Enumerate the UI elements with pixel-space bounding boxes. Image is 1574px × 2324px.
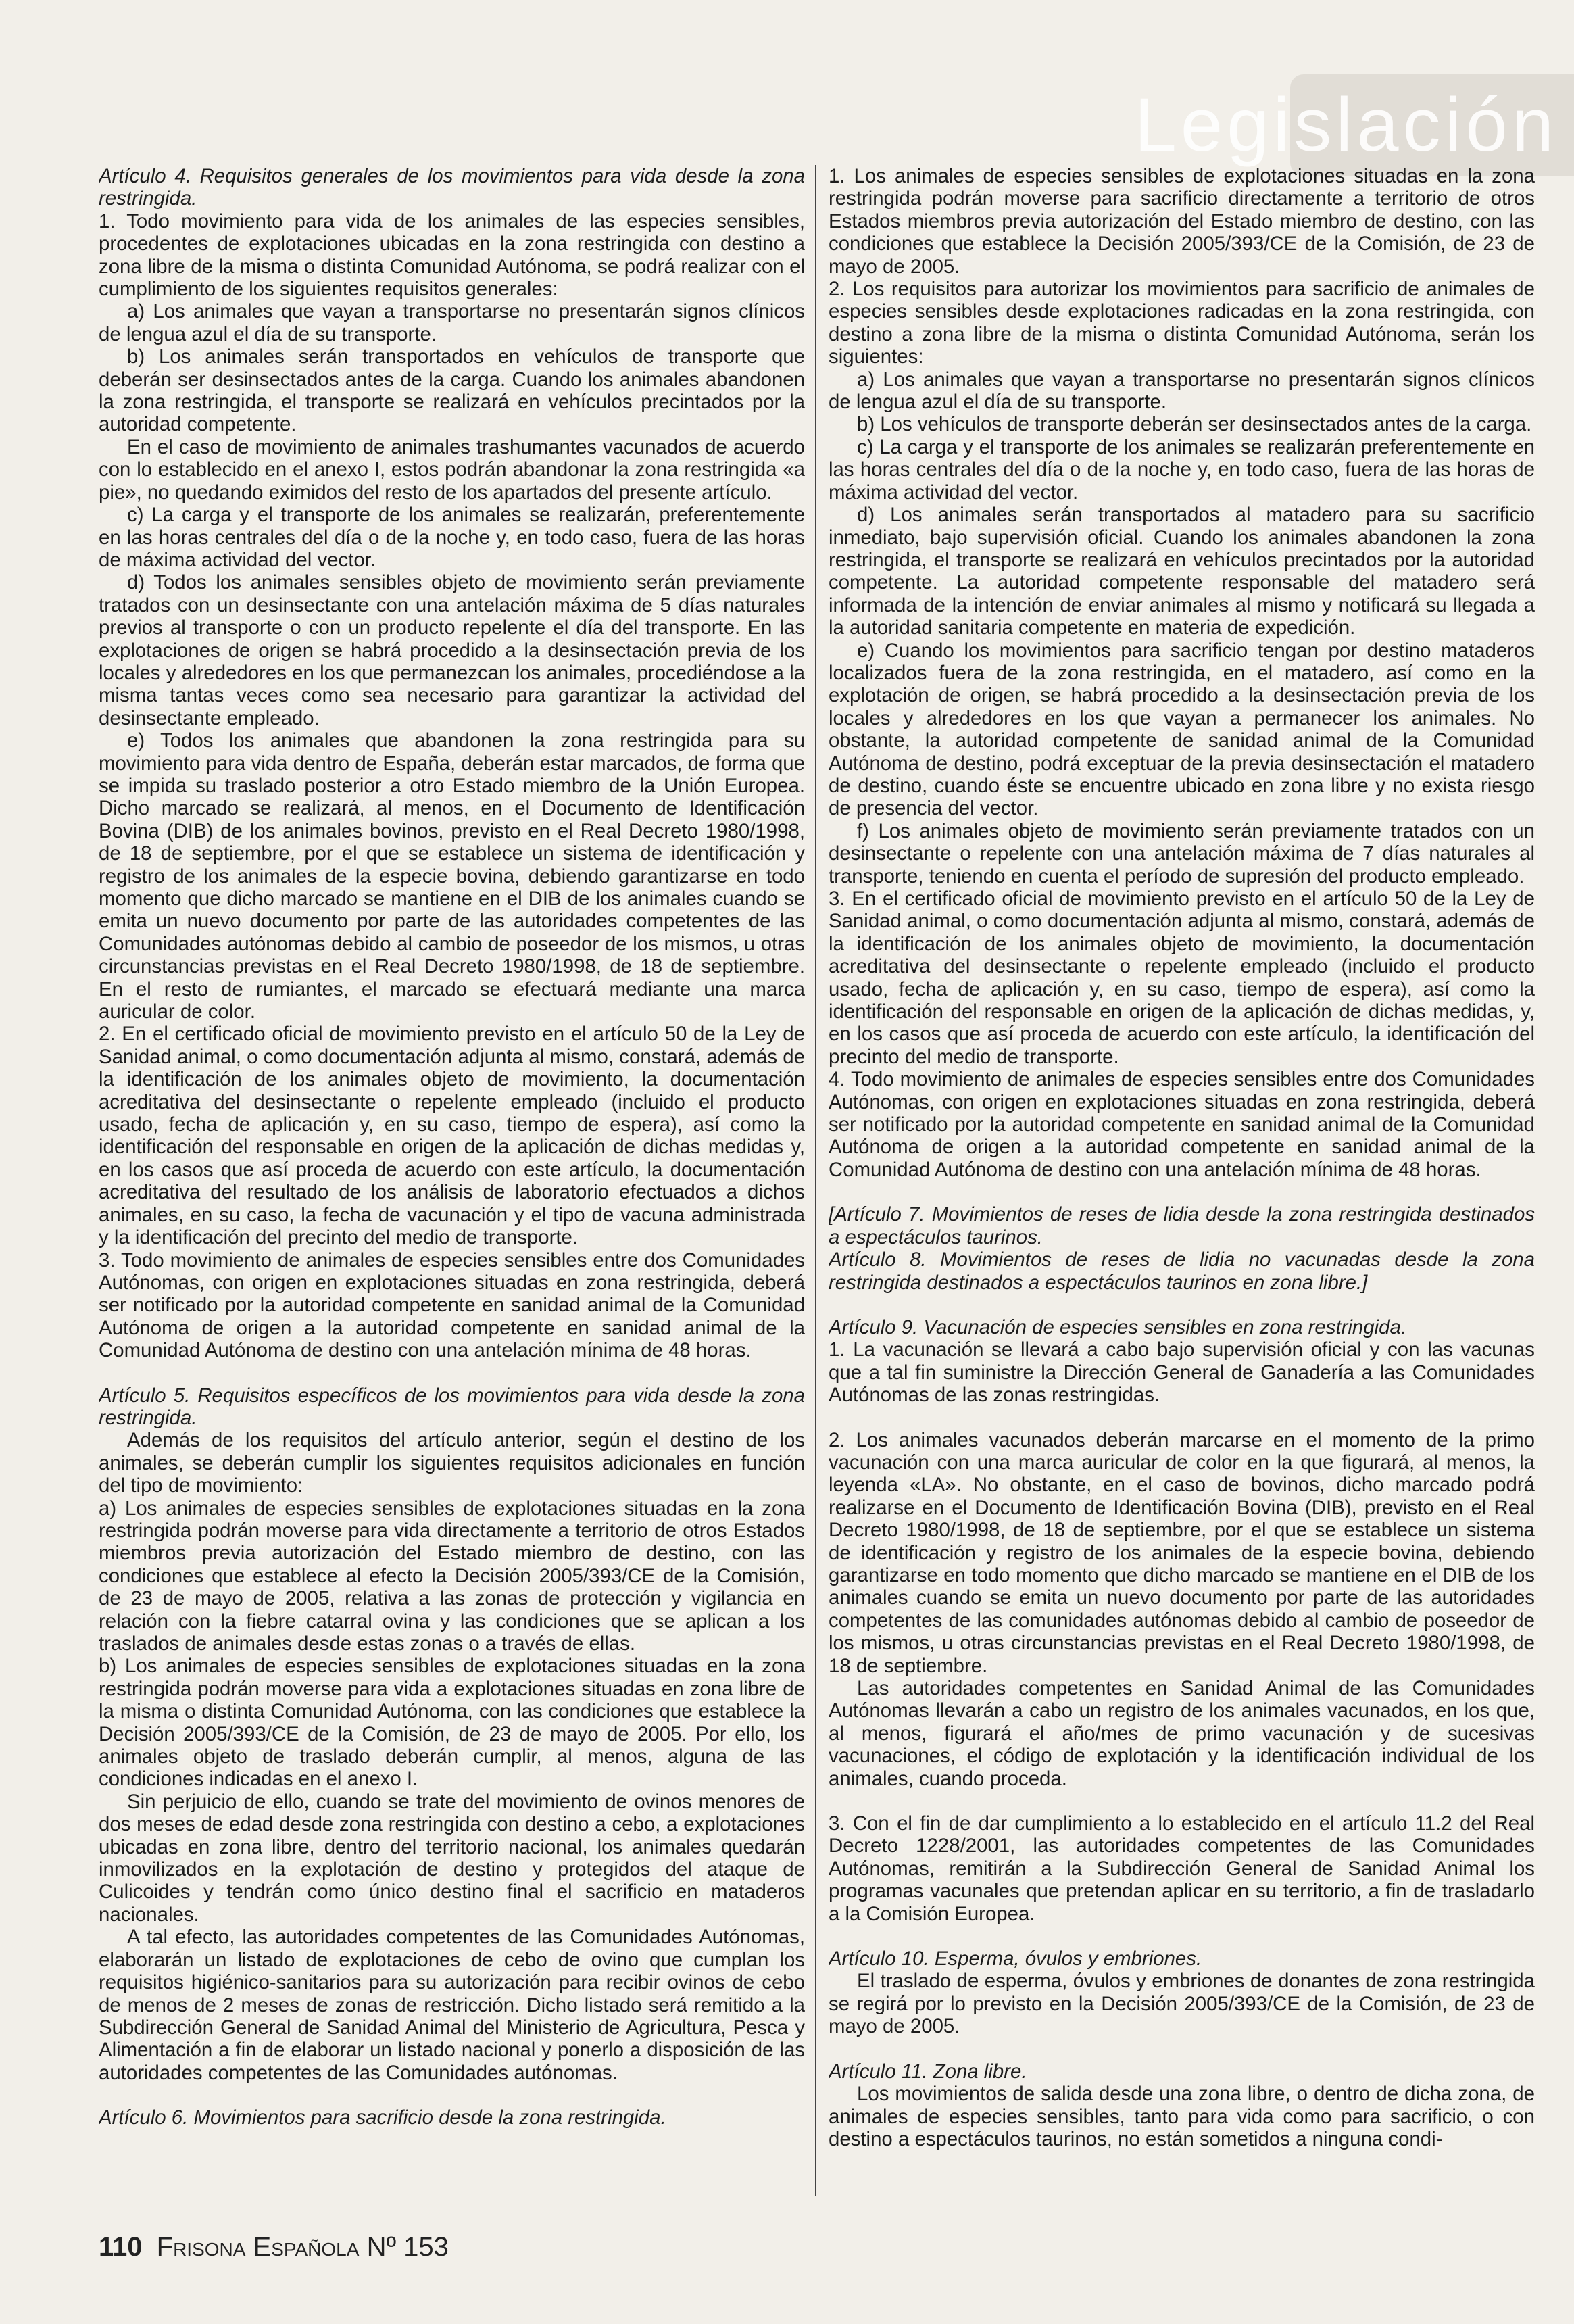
- article-4-paragraph-3: 3. Todo movimiento de animales de especies sensibles entre dos Comunidades Autónomas, con origen en explotaciones situadas en zona restringida, deberá ser notificado por la autoridad competente en sanidad animal de la Comunidad Autónoma de origen a la autoridad competente en sanidad animal de la Comunidad Autónoma de destino con una antelación mínima de 48 horas.: [99, 1249, 805, 1362]
- article-9-paragraph-2: 2. Los animales vacunados deberán marcarse en el momento de la primo vacunación con una marca auricular de color en la que figurará, al menos, la leyenda «LA». No obstante, en el caso de bovinos, dicho marcado podrá realizarse en el Documento de Identificación Bovina (DIB), previsto en el Real Decreto 1980/1998, de 18 de septiembre, por el que se establece un sistema de identificación y registro de los animales de la especie bovina, debiendo garantizarse en todo momento que dicho marcado se mantiene en el DIB de los animales cuando se emita un nuevo documento por parte de las autoridades competentes de las comunidades autónomas debido al cambio de poseedor de los mismos, u otras circunstancias previstas en el Real Decreto 1980/1998, de 18 de septiembre.: [829, 1428, 1535, 1677]
- column-divider: [815, 165, 816, 2196]
- article-5-title: Artículo 5. Requisitos específicos de los movimientos para vida desde la zona restringida.: [99, 1384, 805, 1429]
- article-9-paragraph-3: 3. Con el fin de dar cumplimiento a lo establecido en el artículo 11.2 del Real Decreto 1228/2001, las autoridades competentes de las Comunidades Autónomas, remitirán a la Subdirección General de Sanidad Animal los programas vacunales que pretendan aplicar en su territorio, a fin de trasladarlo a la Comisión Europea.: [829, 1812, 1535, 1925]
- article-4-title: Artículo 4. Requisitos generales de los movimientos para vida desde la zona restringida.: [99, 165, 805, 210]
- article-4-item-b: b) Los animales serán transportados en vehículos de transporte que deberán ser desinsectados antes de la carga. Cuando los animales abandonen la zona restringida, el transporte se realizará en vehículos precintados por la autoridad competente.: [99, 345, 805, 436]
- article-5-paragraph-c: Sin perjuicio de ello, cuando se trate del movimiento de ovinos menores de dos meses de edad desde zona restringida con destino a cebo, a explotaciones ubicadas en zona libre, dentro del territorio nacional, los animales quedarán inmovilizados en la explotación de destino y protegidos del ataque de Culicoides y tendrán como único destino final el sacrificio en mataderos nacionales.: [99, 1790, 805, 1926]
- article-4-item-d: d) Todos los animales sensibles objeto de movimiento serán previamente tratados con un desinsectante con una antelación máxima de 5 días naturales previos al transporte o con un producto repelente el día del transporte. En las explotaciones de origen se habrá procedido a la desinsectación previa de los locales y alrededores en los que permanezcan los animales, procediéndose a la misma tantas veces como sea necesario para garantizar la actividad del desinsectante empleado.: [99, 571, 805, 729]
- article-4-item-a: a) Los animales que vayan a transportarse no presentarán signos clínicos de lengua azul el día de su transporte.: [99, 300, 805, 345]
- article-6-title: Artículo 6. Movimientos para sacrificio desde la zona restringida.: [99, 2106, 666, 2129]
- article-6-item-d: d) Los animales serán transportados al matadero para su sacrificio inmediato, bajo supervisión oficial. Cuando los animales abandonen la zona restringida, el transporte se realizará en vehículos precintados por la autoridad competente. La autoridad competente responsable del matadero será informada de la intención de enviar animales al mismo y notificará su llegada a la autoridad sanitaria competente en materia de expedición.: [829, 504, 1535, 639]
- article-5-paragraph-d: A tal efecto, las autoridades competentes de las Comunidades Autónomas, elaborarán un listado de explotaciones de cebo de ovino que cumplan los requisitos higiénico-sanitarios para su autorización para recibir ovinos de cebo de menos de 2 meses de zonas de restricción. Dicho listado será remitido a la Subdirección General de Sanidad Animal del Ministerio de Agricultura, Pesca y Alimentación a fin de elaborar un listado nacional y ponerlo a disposición de las autoridades competentes de las Comunidades autónomas.: [99, 1926, 805, 2084]
- article-6-paragraph-4: 4. Todo movimiento de animales de especies sensibles entre dos Comunidades Autónomas, con origen en explotaciones situadas en zona restringida, deberá ser notificado por la autoridad competente en sanidad animal de la Comunidad Autónoma de origen a la autoridad competente en sanidad animal de la Comunidad Autónoma de destino con una antelación mínima de 48 horas.: [829, 1068, 1535, 1181]
- article-4-item-b-continued: En el caso de movimiento de animales trashumantes vacunados de acuerdo con lo establecido en el anexo I, estos podrán abandonar la zona restringida «a pie», no quedando eximidos del resto de los apartados del presente artículo.: [99, 435, 805, 504]
- article-9-paragraph-1: 1. La vacunación se llevará a cabo bajo supervisión oficial y con las vacunas que a tal fin suministre la Dirección General de Ganadería a las Comunidades Autónomas de las zonas restringidas.: [829, 1338, 1535, 1407]
- article-11-title: Artículo 11. Zona libre.: [829, 2060, 1027, 2083]
- article-6-item-f: f) Los animales objeto de movimiento serán previamente tratados con un desinsectante o repelente con una antelación máxima de 7 días naturales al transporte, teniendo en cuenta el período de supresión del producto empleado.: [829, 819, 1535, 888]
- article-6-item-a: a) Los animales que vayan a transportarse no presentarán signos clínicos de lengua azul el día de su transporte.: [829, 368, 1535, 414]
- article-6-item-e: e) Cuando los movimientos para sacrificio tengan por destino mataderos localizados fuera de la zona restringida, en el matadero, así como en la explotación de origen, se habrá procedido a la desinsectación previa de los locales y alrededores en los que vayan a permanecer los animales. No obstante, la autoridad competente de sanidad animal de la Comunidad Autónoma de destino, podrá exceptuar de la previa desinsectación el matadero de destino, cuando éste se encuentre ubicado en zona libre y no exista riesgo de presencia del vector.: [829, 639, 1535, 820]
- magazine-name: Frisona Española: [156, 2232, 360, 2262]
- article-8-title: Artículo 8. Movimientos de reses de lidia no vacunadas desde la zona restringida destinados a espectáculos taurinos en zona libre.]: [829, 1249, 1535, 1294]
- article-6-paragraph-2: 2. Los requisitos para autorizar los movimientos para sacrificio de animales de especies sensibles desde explotaciones radicadas en la zona restringida, con destino a zona libre de la misma o distinta Comunidad Autónoma, serán los siguientes:: [829, 278, 1535, 368]
- article-6-paragraph-1: 1. Los animales de especies sensibles de explotaciones situadas en la zona restringida podrán moverse para sacrificio directamente a territorio de otros Estados miembros previa autorización del Estado miembro de destino, con las condiciones que establece la Decisión 2005/393/CE de la Comisión, de 23 de mayo de 2005.: [829, 165, 1535, 278]
- page-number: 110: [99, 2232, 143, 2262]
- article-6-paragraph-3: 3. En el certificado oficial de movimiento previsto en el artículo 50 de la Ley de Sanidad animal, o como documentación adjunta al mismo, constará, además de la identificación de los animales objeto de movimiento, la documentación acreditativa del desinsectante o repelente empleado (incluido el producto usado, fecha de aplicación y, en su caso, tiempo de espera), así como la identificación del responsable en origen de la aplicación de dichas medidas, y, en los casos que así proceda de acuerdo con este artículo, la identificación del precinto del medio de transporte.: [829, 888, 1535, 1068]
- article-5-paragraph-1: Además de los requisitos del artículo anterior, según el destino de los animales, se deberán cumplir los siguientes requisitos adicionales en función del tipo de movimiento:: [99, 1429, 805, 1497]
- article-7-title: [Artículo 7. Movimientos de reses de lidia desde la zona restringida destinados a espectáculos taurinos.: [829, 1203, 1535, 1249]
- article-4-item-c: c) La carga y el transporte de los animales se realizarán, preferentemente en las horas centrales del día o de la noche y, en todo caso, fuera de las horas de máxima actividad del vector.: [99, 504, 805, 571]
- article-9-title: Artículo 9. Vacunación de especies sensibles en zona restringida.: [829, 1315, 1407, 1338]
- article-4-item-e: e) Todos los animales que abandonen la zona restringida para su movimiento para vida dentro de España, deberán estar marcados, de forma que se impida su traslado posterior a otro Estado miembro de la Unión Europea. Dicho marcado se realizará, al menos, en el Documento de Identificación Bovina (DIB) de los animales bovinos, previsto en el Real Decreto 1980/1998, de 18 de septiembre, por el que se establece un sistema de identificación y registro de los animales de la especie bovina, debiendo garantizarse en todo momento que dicho marcado se mantiene en el DIB de los animales cuando se emita un nuevo documento por parte de las autoridades competentes de las Comunidades autónomas debido al cambio de poseedor de los mismos, u otras circunstancias previstas en el Real Decreto 1980/1998, de 18 de septiembre. En el resto de rumiantes, el marcado se efectuará mediante una marca auricular de color.: [99, 729, 805, 1023]
- article-6-item-b: b) Los vehículos de transporte deberán ser desinsectados antes de la carga.: [857, 413, 1532, 436]
- article-11-paragraph-1: Los movimientos de salida desde una zona libre, o dentro de dicha zona, de animales de especies sensibles, tanto para vida como para sacrificio, o con destino a espectáculos taurinos, no están sometidos a ninguna condi-: [829, 2083, 1535, 2150]
- article-9-paragraph-2b: Las autoridades competentes en Sanidad Animal de las Comunidades Autónomas llevarán a cabo un registro de los animales vacunados, en los que, al menos, figurará el año/mes de primo vacunación y de sucesivas vacunaciones, el código de explotación y la identificación individual de los animales, cuando proceda.: [829, 1677, 1535, 1790]
- page-footer: [99, 2232, 449, 2262]
- article-4-paragraph-1: 1. Todo movimiento para vida de los animales de las especies sensibles, procedentes de explotaciones ubicadas en la zona restringida con destino a zona libre de la misma o distinta Comunidad Autónoma, se podrá realizar con el cumplimiento de los siguientes requisitos generales:: [99, 210, 805, 301]
- article-4-paragraph-2: 2. En el certificado oficial de movimiento previsto en el artículo 50 de la Ley de Sanidad animal, o como documentación adjunta al mismo, constará, además de la identificación de los animales objeto de movimiento, la documentación acreditativa del desinsectante o repelente empleado (incluido el producto usado, fecha de aplicación y, en su caso, tiempo de espera), así como la identificación del responsable en origen de la aplicación de dichas medidas y, en los casos que así proceda de acuerdo con este artículo, la documentación acreditativa del resultado de los análisis de laboratorio efectuados a dichos animales, en su caso, la fecha de vacunación y el tipo de vacuna administrada y la identificación del precinto del medio de transporte.: [99, 1023, 805, 1249]
- article-5-item-a: a) Los animales de especies sensibles de explotaciones situadas en la zona restringida podrán moverse para vida directamente a territorio de otros Estados miembros previa autorización del Estado miembro de destino, con las condiciones que establece al efecto la Decisión 2005/393/CE de la Comisión, de 23 de mayo de 2005, relativa a las zonas de protección y vigilancia en relación con la fiebre catarral ovina y las condiciones que se aplican a los traslados de animales desde estas zonas o a través de ellas.: [99, 1497, 805, 1655]
- section-tab: [1134, 74, 1574, 176]
- article-10-title: Artículo 10. Esperma, óvulos y embriones.: [829, 1947, 1202, 1970]
- left-column: [99, 165, 805, 2200]
- article-5-item-b: b) Los animales de especies sensibles de explotaciones situadas en la zona restringida podrán moverse para vida a explotaciones situadas en zona libre de la misma o distinta Comunidad Autónoma, con las condiciones que establece la Decisión 2005/393/CE de la Comisión, de 23 de mayo de 2005. Por ello, los animales objeto de traslado deberán cumplir, al menos, alguna de las condiciones indicadas en el anexo I.: [99, 1655, 805, 1791]
- article-6-item-c: c) La carga y el transporte de los animales se realizarán preferentemente en las horas centrales del día o de la noche y, en todo caso, fuera de las horas de máxima actividad del vector.: [829, 435, 1535, 504]
- issue-number: Nº 153: [366, 2232, 449, 2262]
- right-column: [829, 165, 1535, 2200]
- section-tab-label: Legislación: [1134, 82, 1558, 167]
- article-10-paragraph-1: El traslado de esperma, óvulos y embriones de donantes de zona restringida se regirá por lo previsto en la Decisión 2005/393/CE de la Comisión, de 23 de mayo de 2005.: [829, 1970, 1535, 2038]
